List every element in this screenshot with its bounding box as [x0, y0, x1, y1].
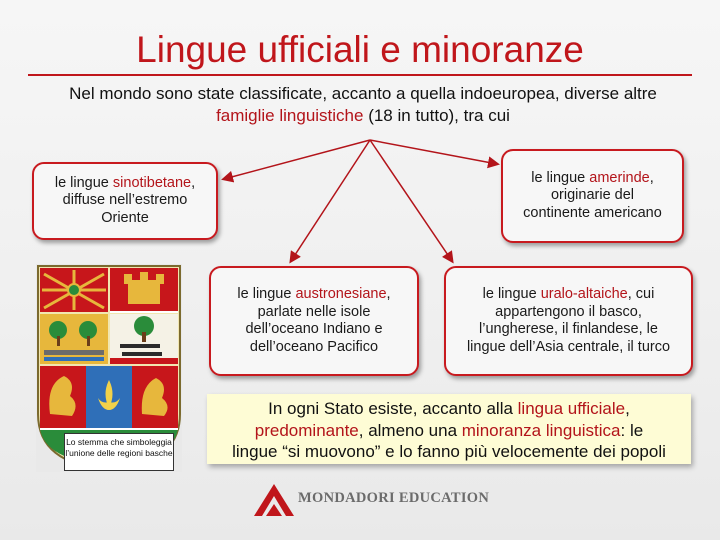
arrow-to-uraloaltaiche — [370, 140, 452, 261]
note-text: : le — [620, 420, 644, 440]
box-text: , — [191, 174, 196, 191]
arrow-to-amerinde — [370, 140, 497, 164]
box-text: le lingue — [237, 286, 296, 302]
box-text: diffuse nell’estremo — [62, 192, 188, 209]
box-text: l’ungherese, il finlandese, le — [479, 321, 658, 337]
box-text: continente americano — [523, 204, 662, 221]
box-sinotibetane — [32, 162, 218, 240]
box-term: amerinde — [589, 169, 650, 186]
box-text: , — [386, 286, 391, 302]
note-text: , almeno una — [358, 420, 462, 440]
box-uraloaltaiche — [444, 266, 693, 376]
box-text: dell’oceano Pacifico — [249, 338, 379, 355]
intro-line1: Nel mondo sono state classificate, accanto a quella indoeuropea, diverse altre — [69, 84, 657, 103]
note-box — [207, 394, 691, 464]
box-text: , cui — [627, 286, 655, 302]
note-text: In ogni Stato esiste, accanto alla — [268, 399, 518, 418]
box-text: appartengono il basco, — [495, 303, 642, 320]
box-text: le lingue — [482, 286, 541, 302]
box-text: lingue dell’Asia centrale, il turco — [466, 338, 671, 355]
note-text: , — [625, 399, 630, 418]
box-amerinde — [501, 149, 684, 243]
box-austronesiane — [209, 266, 419, 376]
box-text: originarie del — [550, 187, 635, 204]
box-term: uralo-altaiche — [540, 286, 628, 302]
publisher-logo-text: MONDADORI EDUCATION — [298, 490, 490, 506]
box-text: le lingue — [531, 169, 590, 186]
crest-caption: Lo stemma che simboleggia l’unione delle regioni basche — [64, 433, 174, 471]
intro-line2: (18 in tutto), tra cui — [363, 106, 510, 125]
box-term: austronesiane — [295, 286, 387, 302]
page-title: Lingue ufficiali e minoranze — [136, 29, 584, 70]
note-term: predominante — [254, 420, 359, 440]
box-text: le lingue — [54, 174, 113, 191]
box-term: sinotibetane — [112, 174, 192, 191]
box-text: , — [649, 169, 654, 186]
intro-highlight: famiglie linguistiche — [216, 106, 364, 125]
note-term: minoranza linguistica — [461, 420, 621, 440]
box-text: dell’oceano Indiano e — [245, 321, 383, 337]
box-text: parlate nelle isole — [257, 303, 371, 320]
note-text: lingue “si muovono” e lo fanno più velocemente dei popoli — [232, 442, 666, 461]
note-term: lingua ufficiale — [517, 399, 626, 418]
box-text: Oriente — [101, 209, 149, 226]
